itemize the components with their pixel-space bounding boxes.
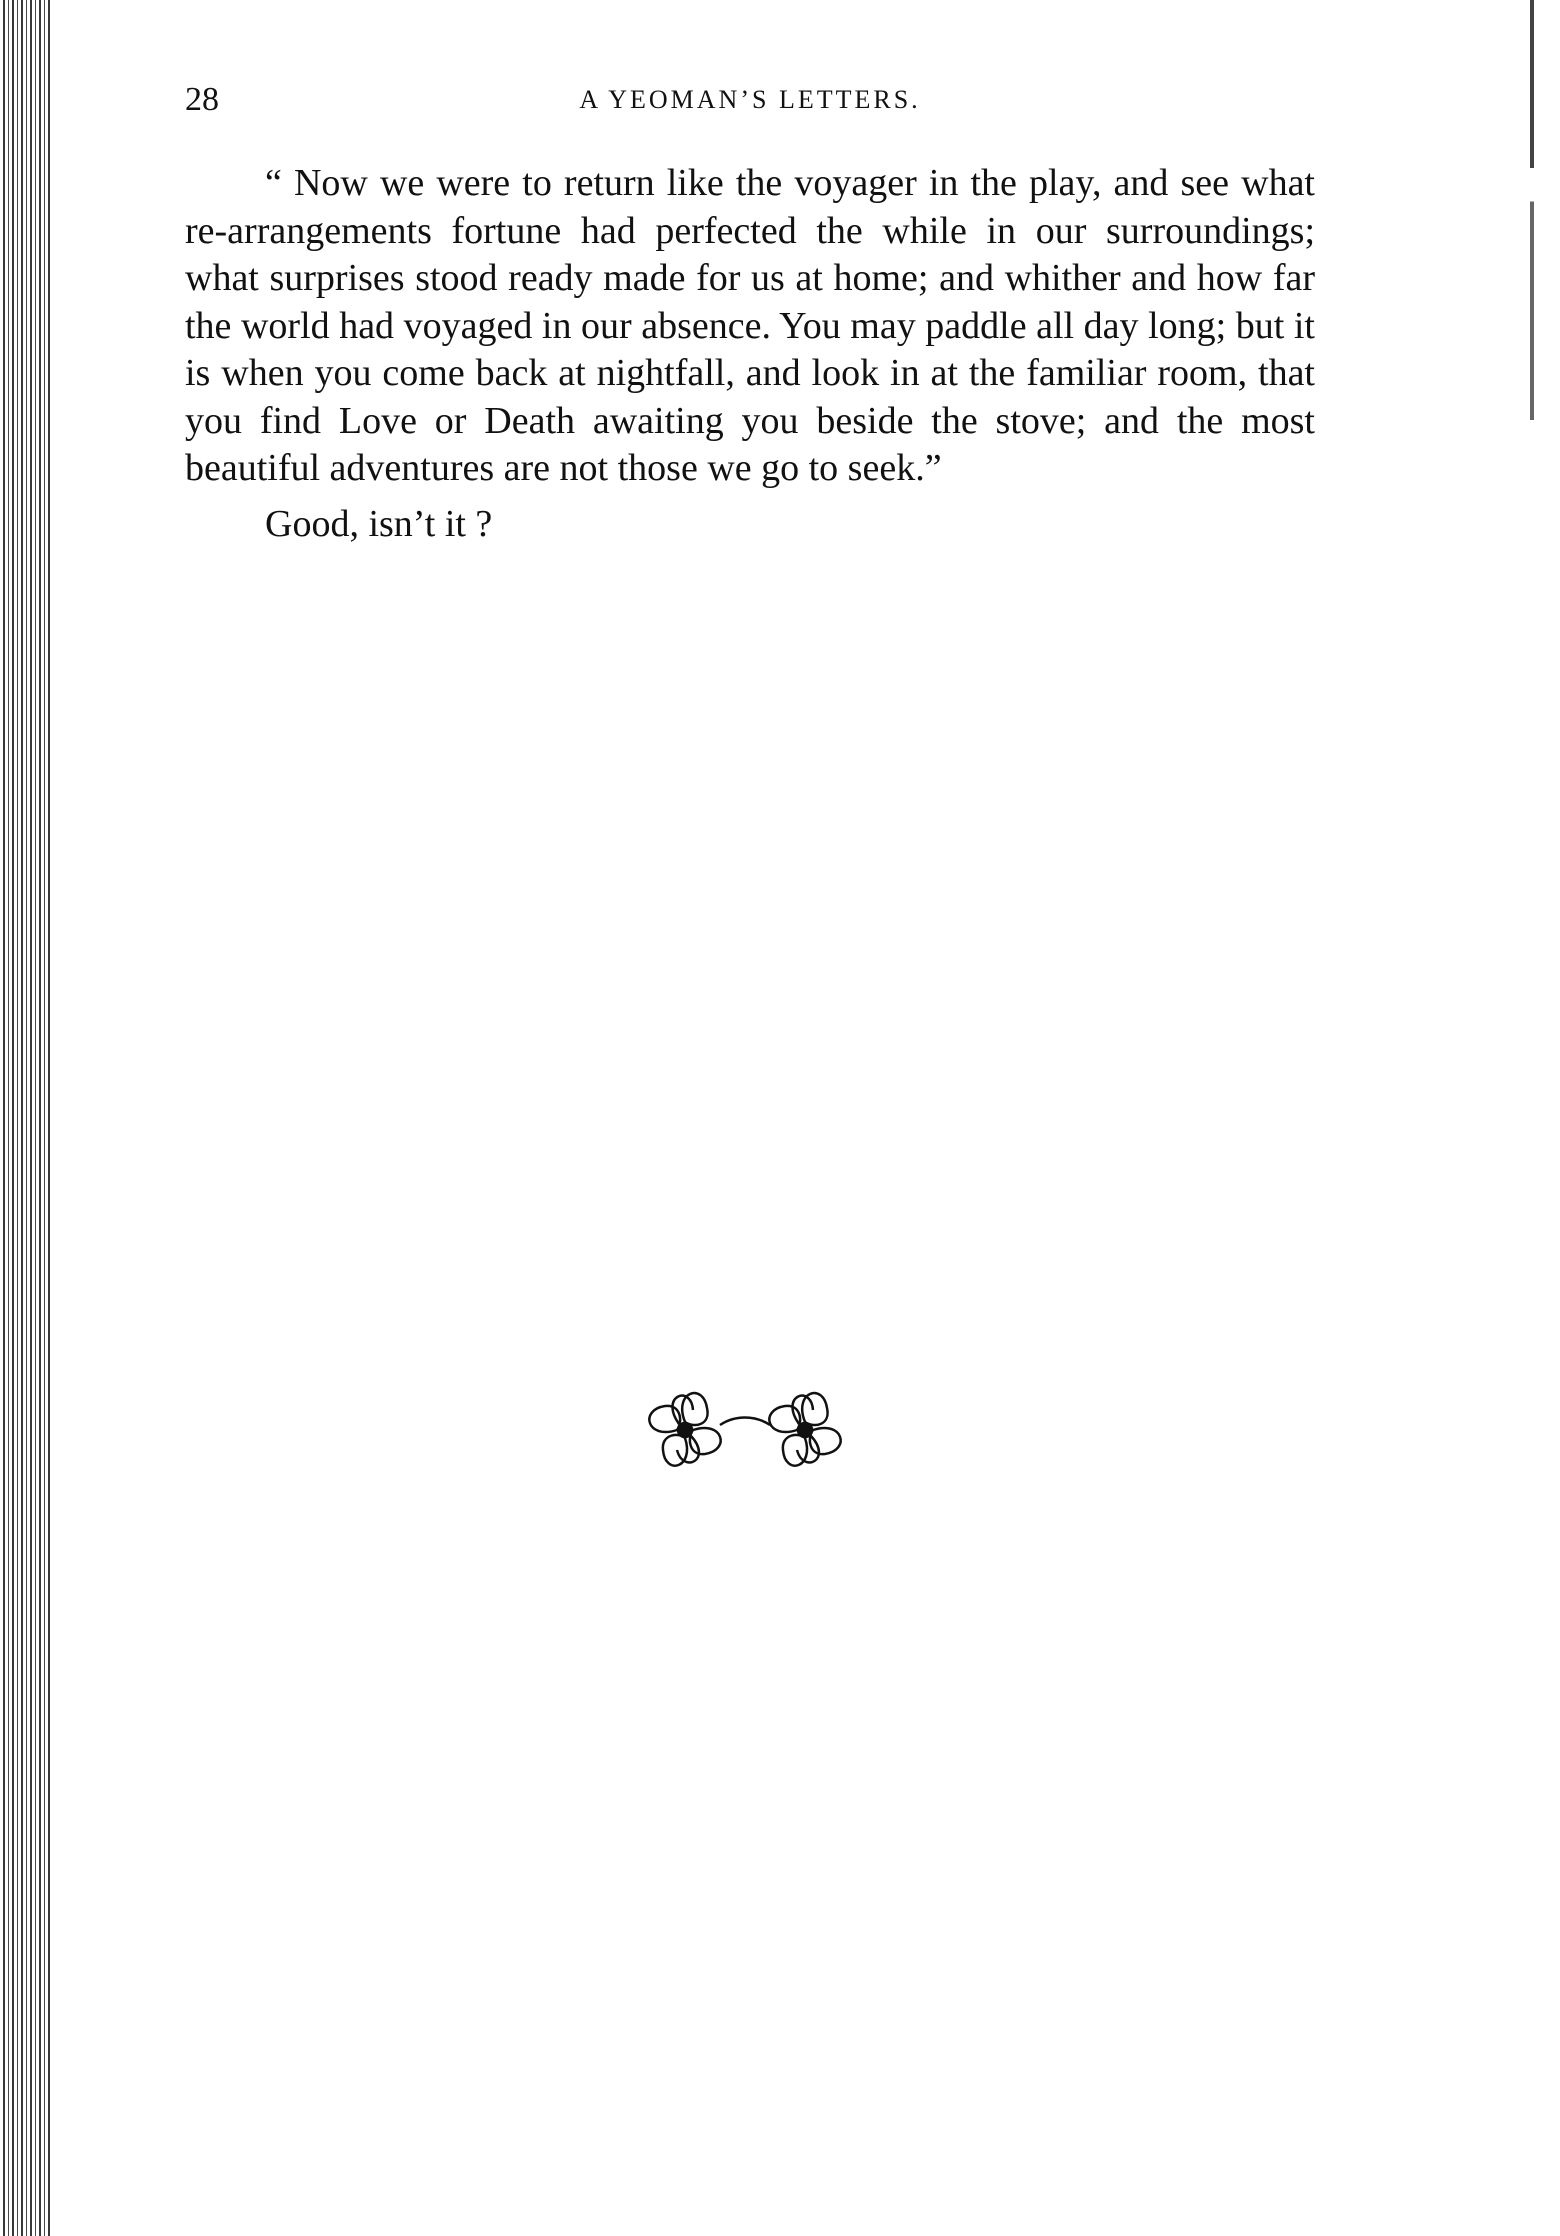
- book-binding-edge: [0, 0, 50, 2236]
- twin-flower-ornament-icon: [620, 1375, 870, 1485]
- page-edge-marks: [1530, 0, 1534, 420]
- running-title: A YEOMAN’S LETTERS.: [579, 85, 921, 114]
- page-number: 28: [185, 81, 219, 118]
- quoted-paragraph: “ Now we were to return like the voyager in the play, and see what re-arrangements fortune had perfected the while in our surroundings; what surprises stood ready made for us at home; and whither and how far the world had voyaged in our absence. You may paddle all day long; but it is when you come back at nightfall, and look in at the familiar room, that you find Love or Death awaiting you beside the stove; and the most beautiful adventures are not those we go to seek.”: [185, 162, 1315, 489]
- page-body: [185, 160, 1315, 548]
- page-header: [185, 76, 1315, 124]
- closing-remark: Good, isn’t it ?: [265, 502, 493, 545]
